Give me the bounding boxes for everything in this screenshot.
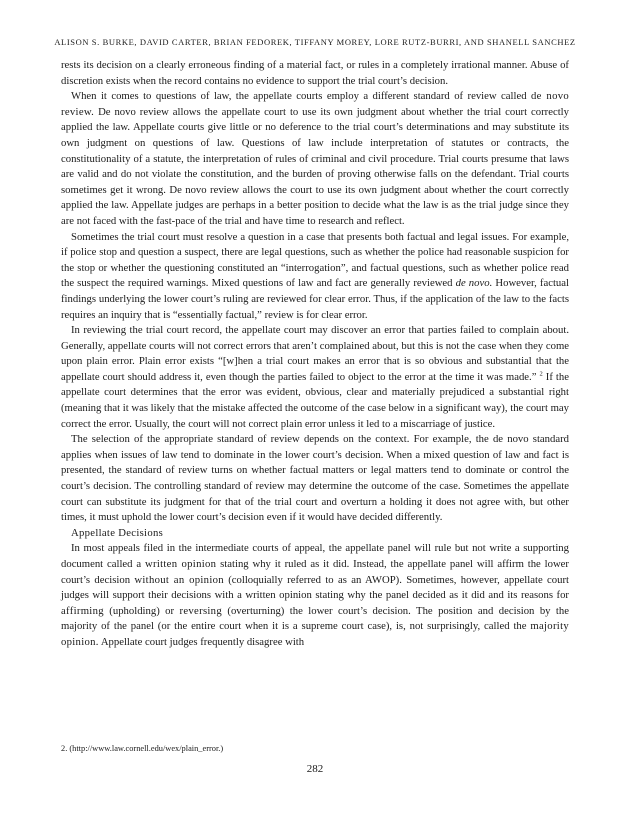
paragraph-continuation: rests its decision on a clearly erroneous finding of a material fact, or rules in a completely irrational manner. Abuse of discretion exists when the record contains no evidence to support the trial court’s decision. [61, 59, 569, 87]
term-affirming: affirming [61, 604, 104, 617]
running-head: ALISON S. BURKE, DAVID CARTER, BRIAN FEDOREK, TIFFANY MOREY, LORE RUTZ-BURRI, AND SHANELL SANCHEZ [54, 37, 576, 47]
term-majority-opinion: majority opinion. [61, 620, 569, 648]
page-number: 282 [306, 763, 324, 775]
paragraph-standard-selection: The selection of the appropriate standard of review depends on the context. For example, the de novo standard applies when issues of law tend to dominate in the lower court’s decision. When a mixed question of law and fact is presented, the standard of review turns on whether factual matters or legal matters tend to dominate or control the court’s decision. The controlling standard of review may determine the outcome of the case. Sometimes the appellate court can substitute its judgment for that of the trial court and overturn a holding it does not agree with, but other times, it must uphold the lower court’s decision even if it would have decided differently. [61, 433, 569, 524]
term-de-novo-review: de novo review. [61, 90, 569, 118]
term-written-opinion: written opinion [144, 558, 217, 570]
footnote: 2. (http://www.law.cornell.edu/wex/plain_error.) [61, 744, 224, 753]
section-heading: Appellate Decisions [71, 526, 164, 539]
body-text [61, 58, 569, 651]
term-reversing: reversing [179, 604, 222, 617]
italic-de-novo: de novo. [455, 277, 493, 290]
paragraph-de-novo: When it comes to questions of law, the appellate courts employ a different standard of review called de novo review. De novo review allows the appellate court to use its own judgment about whether the trial court correctly applied the law. Appellate courts give little or no deference to the trial court’s determinations and may substitute its own judgment on questions of law. Questions of law include interpretation of statutes or contracts, the constitutionality of a statute, the interpretation of rules of criminal and civil procedure. Trial courts presume that laws are valid and do not violate the constitution, and the burden of proving otherwise falls on the defendant. Trial courts sometimes get it wrong. De novo review allows the court to use its own judgment about whether the court correctly applied the law. Appellate judges are perhaps in a better position to decide what the law is as the trial judge since they are not faced with the fast-pace of the trial and have time to research and reflect. [61, 90, 569, 227]
paragraph-plain-error: In reviewing the trial court record, the appellate court may discover an error that parties failed to complain about. Generally, appellate courts will not correct errors that aren’t complained about, but this is not the case when they come upon plain error. Plain error exists “[w]hen a trial court makes an error that is so obvious and substantial that the appellate court should address it, even though the parties failed to object to the error at the time it was made.” $^2$ If the appellate court determines that the error was evident, obvious, clear and materially prejudiced a substantial right (meaning that it was likely that the mistake affected the outcome of the case below in a significant way), the court may correct the error. Usually, the court will not correct plain error unless it led to a miscarriage of justice. [61, 324, 569, 430]
paragraph-mixed-questions: Sometimes the trial court must resolve a question in a case that presents both factual and legal issues. For example, if police stop and question a suspect, there are legal questions, such as whether the police had reasonable suspicion for the stop or whether the questioning constituted an “interrogation”, and factual questions, such as whether police read the suspect the required warnings. Mixed questions of law and fact are generally reviewed de novo. However, factual findings underlying the lower court’s ruling are reviewed for clear error. Thus, if the application of the law to the facts requires an inquiry that is “essentially factual,” review is for clear error. [61, 230, 569, 321]
footnote-marker: 2 [539, 370, 543, 378]
term-without-opinion: without an opinion [134, 573, 224, 586]
paragraph-appellate-decisions: In most appeals filed in the intermediate courts of appeal, the appellate panel will rule but not write a supporting document called a written opinion stating why it ruled as it did. Instead, the appellate panel will affirm the lower court’s decision without an opinion (colloquially referred to as an AWOP). Sometimes, however, appellate court judges will support their decisions with a written opinion stating why the panel decided as it did and its reasons for affirming (upholding) or reversing (overturning) the lower court’s decision. The position and decision by the majority of the panel (or the entire court when it is a supreme court case), is, not surprisingly, called the majority opinion. Appellate court judges frequently disagree with [61, 542, 569, 648]
